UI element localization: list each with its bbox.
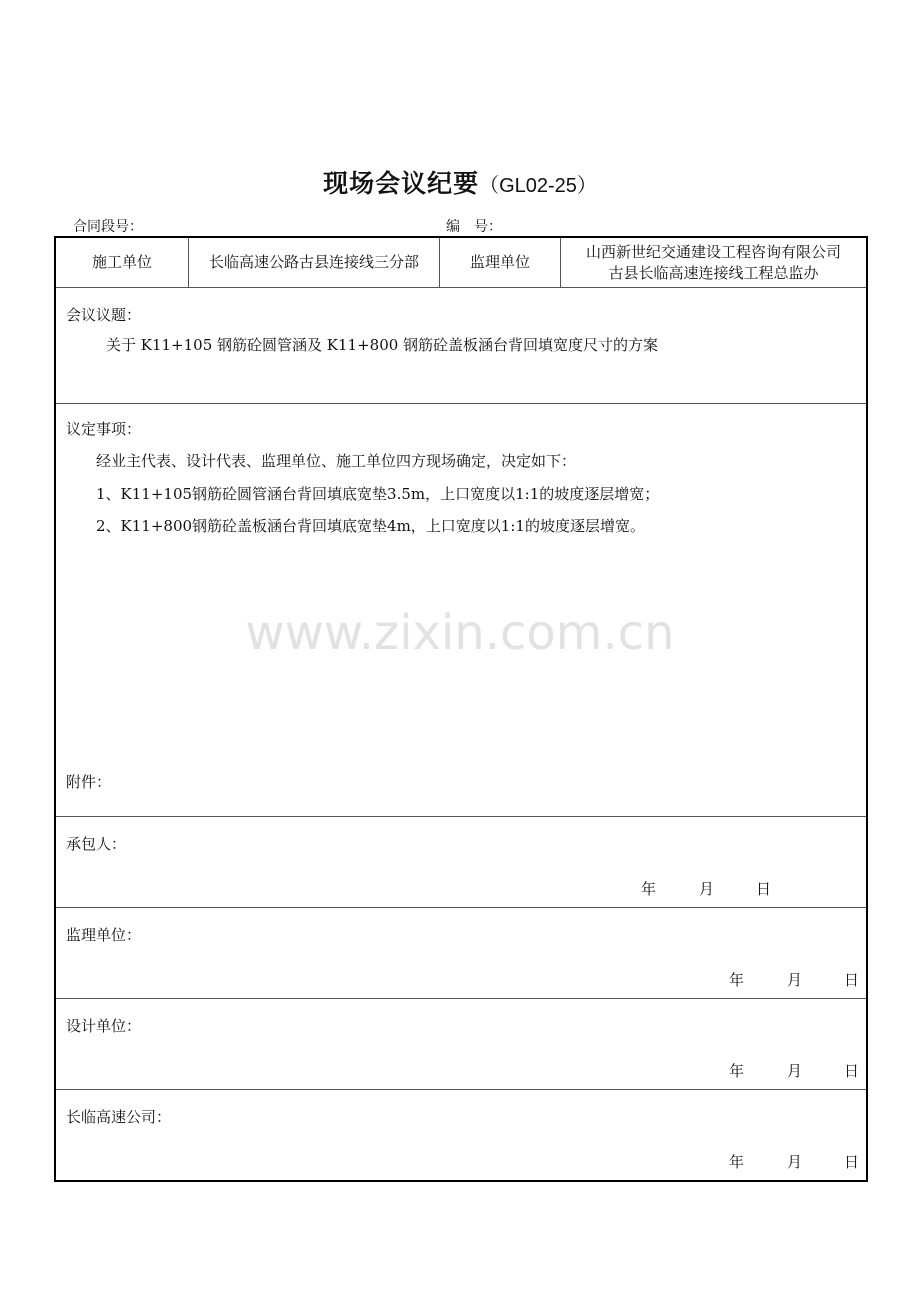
date-month: 月 [699, 880, 715, 898]
minutes-form [54, 236, 868, 1182]
date-month: 月 [787, 1153, 803, 1171]
contractor-signature [56, 817, 866, 908]
date-year: 年 [729, 1153, 745, 1171]
date-day: 日 [844, 971, 860, 989]
contractor-value: 长临高速公路古县连接线三分部 [208, 253, 419, 271]
supervisor-value-line2: 古县长临高速连接线工程总监办 [608, 263, 819, 282]
design-signature-label: 设计单位： [66, 1017, 142, 1035]
contractor-label: 施工单位 [91, 253, 152, 271]
date-day: 日 [844, 1062, 860, 1080]
title-main: 现场会议纪要 [323, 169, 480, 198]
decision-label: 议定事项： [66, 420, 142, 438]
company-signature-label: 长临高速公司： [66, 1108, 172, 1126]
watermark: www.zixin.com.cn [245, 605, 675, 661]
page-title [0, 164, 920, 200]
topic-section [56, 288, 866, 404]
header-row [56, 238, 866, 288]
supervisor-signature-label: 监理单位： [66, 926, 142, 944]
date-month: 月 [787, 1062, 803, 1080]
date-year: 年 [641, 880, 657, 898]
title-code: （GL02-25） [479, 175, 597, 197]
supervisor-value-line1: 山西新世纪交通建设工程咨询有限公司 [585, 242, 841, 261]
company-signature [56, 1090, 866, 1178]
document-number-label: 编 号： [446, 219, 502, 235]
supervisor-signature [56, 908, 866, 999]
decision-item-2: 2、K11+800钢筋砼盖板涵台背回填底宽垫4m，上口宽度以1:1的坡度逐层增宽。 [96, 517, 645, 535]
topic-label: 会议议题： [66, 306, 142, 324]
date-day: 日 [756, 880, 772, 898]
decision-item-1: 1、K11+105钢筋砼圆管涵台背回填底宽垫3.5m，上口宽度以1:1的坡度逐层增宽； [96, 485, 660, 503]
supervisor-value [561, 238, 866, 287]
topic-text: 关于 K11+105 钢筋砼圆管涵及 K11+800 钢筋砼盖板涵台背回填宽度尺寸的方案 [106, 336, 659, 354]
date-year: 年 [729, 1062, 745, 1080]
contract-number-label: 合同段号： [73, 219, 143, 235]
date-day: 日 [844, 1153, 860, 1171]
design-signature [56, 999, 866, 1090]
attachment-label: 附件： [66, 773, 112, 791]
date-year: 年 [729, 971, 745, 989]
decision-intro: 经业主代表、设计代表、监理单位、施工单位四方现场确定，决定如下： [96, 452, 577, 470]
supervisor-label: 监理单位 [469, 253, 530, 271]
date-month: 月 [787, 971, 803, 989]
contractor-signature-label: 承包人： [66, 835, 127, 853]
